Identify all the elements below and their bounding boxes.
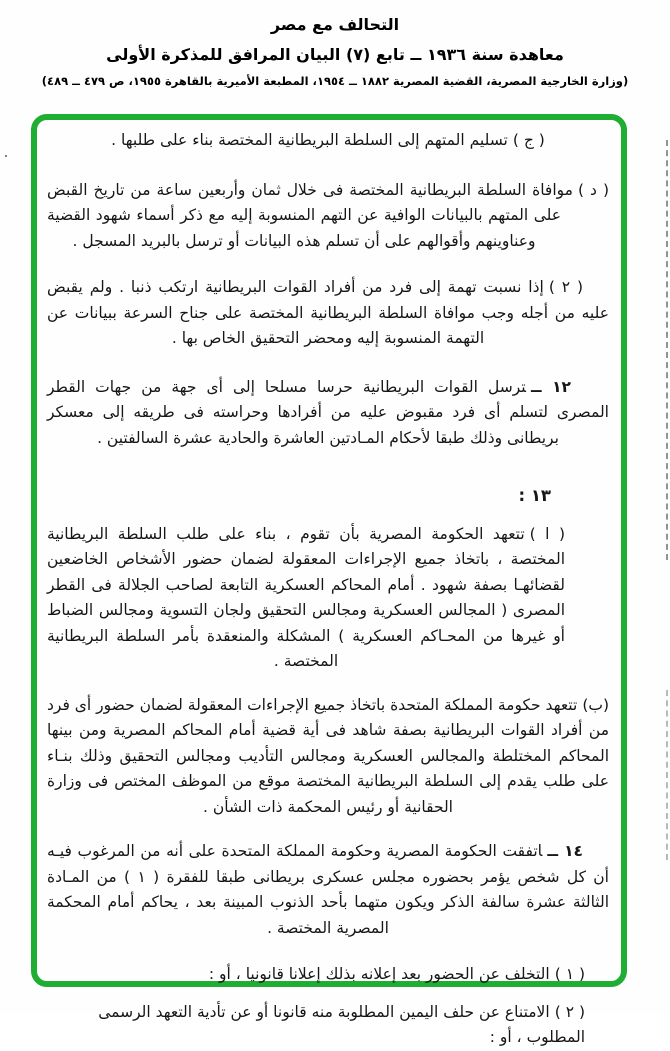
document-header (0, 0, 670, 88)
list-item-2 (47, 1000, 609, 1051)
source-citation: (وزارة الخارجية المصرية، القضية المصرية ١٨٨٢ ــ ١٩٥٤، المطبعة الأميرية بالقاهرة ١٩٥٥، ص ٤٧٩ ــ ٤٨٩) (41, 74, 629, 88)
article-14-number: ١٤ ــ (547, 842, 583, 860)
clause-alef-label: ( ا ) (529, 524, 565, 543)
clause-2 (47, 275, 609, 352)
clause-ba-label: (ب) (582, 695, 609, 714)
list-item-1 (47, 962, 609, 988)
clause-dal (47, 178, 609, 255)
document-subtitle: معاهدة سنة ١٩٣٦ ــ تابع (٧) البيان المرافق للمذكرة الأولى (106, 45, 564, 64)
scan-edge-artifact (666, 140, 668, 560)
clause-2-label: ( ٢ ) (548, 278, 583, 296)
article-12-text: ترسل القوات البريطانية حرسا مسلحا إلى أى جهة من جهات القطر المصرى لتسلم أى فرد مقبوض عليه من أفرادها وحراسته فى طريقه إلى معسكر بريطانى وذلك طبقا لأحكام المـادتين العاشرة والحادية عشرة السالفتين . (47, 377, 609, 447)
clause-jeem-label: ( ج ) (512, 131, 545, 149)
clause-dal-label: ( د ) (577, 180, 609, 199)
clause-jeem (47, 128, 609, 154)
clause-dal-text: موافاة السلطة البريطانية المختصة فى خلال ثمان وأربعين ساعة من تاريخ القبض على المتهم بالبيانات الوافية عن التهم المنسوبة إليه مع ذكر أسماء شهود القضية وعناوينهم وأقوالهم على أن تسلم هذه البيانات أو ترسل بالبريد المسجل . (47, 180, 573, 250)
article-12-paragraph (47, 375, 609, 452)
clause-ba-text: تتعهد حكومة المملكة المتحدة باتخاذ جميع الإجراءات المعقولة لضمان حضور أى فرد من أفراد القوات البريطانية بصفة شاهد فى أية قضية أمام المحاكم المصرية ومن بينها المحاكم المختلطة والمجالس العسكرية ومجالس التأديب ومجالس التحقيق وذلك بنـاء على طلب يقدم إلى السلطة البريطانية المختصة موقع من الموظف المختص فى وزارة الحقانية أو رئيس المحكمة ذات الشأن . (47, 695, 609, 816)
scan-edge-artifact-lower (666, 690, 668, 860)
annotation-frame (31, 114, 627, 1046)
list-item-2-text: الامتناع عن حلف اليمين المطلوبة منه قانونا أو عن تأدية التعهد الرسمى المطلوب ، أو : (98, 1002, 585, 1046)
clause-2-text: إذا نسبت تهمة إلى فرد من أفراد القوات البريطانية ارتكب ذنبا . ولم يقبض عليه من أجله وجب موافاة السلطة البريطانية المختصة على جناح السرعة ببيانات عن التهمة المنسوبة إليه ومحضر التحقيق الخاص بها . (47, 278, 609, 347)
clause-alef (47, 522, 609, 675)
article-12-number: ١٢ ــ (530, 377, 571, 396)
list-item-2-label: ( ٢ ) (554, 1002, 585, 1021)
article-14-paragraph (47, 839, 609, 941)
clause-alef-text: تتعهد الحكومة المصرية بأن تقوم ، بناء على طلب السلطة البريطانية المختصة ، باتخاذ جميع الإجراءات المعقولة لضمان حضور الأشخاص الخاضعين لقضائهـا بصفة شهود . أمام المحاكم العسكرية التابعة لصاحب الجلالة فى القطر المصرى ( المجالس العسكرية ومجالس التحقيق ولجان التسوية ومجالس الضباط أو غيرها من المحـاكم العسكرية ) المشكلة والمنعقدة بأمر السلطة البريطانية المختصة . (47, 524, 565, 670)
list-item-1-text: التخلف عن الحضور بعد إعلانه بذلك إعلانا قانونيا ، أو : (208, 965, 550, 983)
list-item-1-label: ( ١ ) (554, 965, 585, 983)
article-13-number: ١٣ : (518, 486, 551, 505)
article-13-heading (47, 483, 609, 509)
clause-ba (47, 693, 609, 821)
clause-jeem-text: تسليم المتهم إلى السلطة البريطانية المختصة بناء على طلبها . (111, 131, 508, 149)
page-title: التحالف مع مصر (270, 15, 400, 34)
scan-speck-artifact (5, 155, 7, 157)
article-14-text: اتفقت الحكومة المصرية وحكومة المملكة المتحدة على أنه من المرغوب فيـه أن كل شخص يؤمر بحضوره مجلس عسكرى بريطانى طبقا للفقرة ( ١ ) من المـادة الثالثة عشرة سالفة الذكر ويكون متهما بأحد الذنوب المبينة بعد ، يحاكم أمام المحكمة المصرية المختصة . (47, 842, 609, 937)
